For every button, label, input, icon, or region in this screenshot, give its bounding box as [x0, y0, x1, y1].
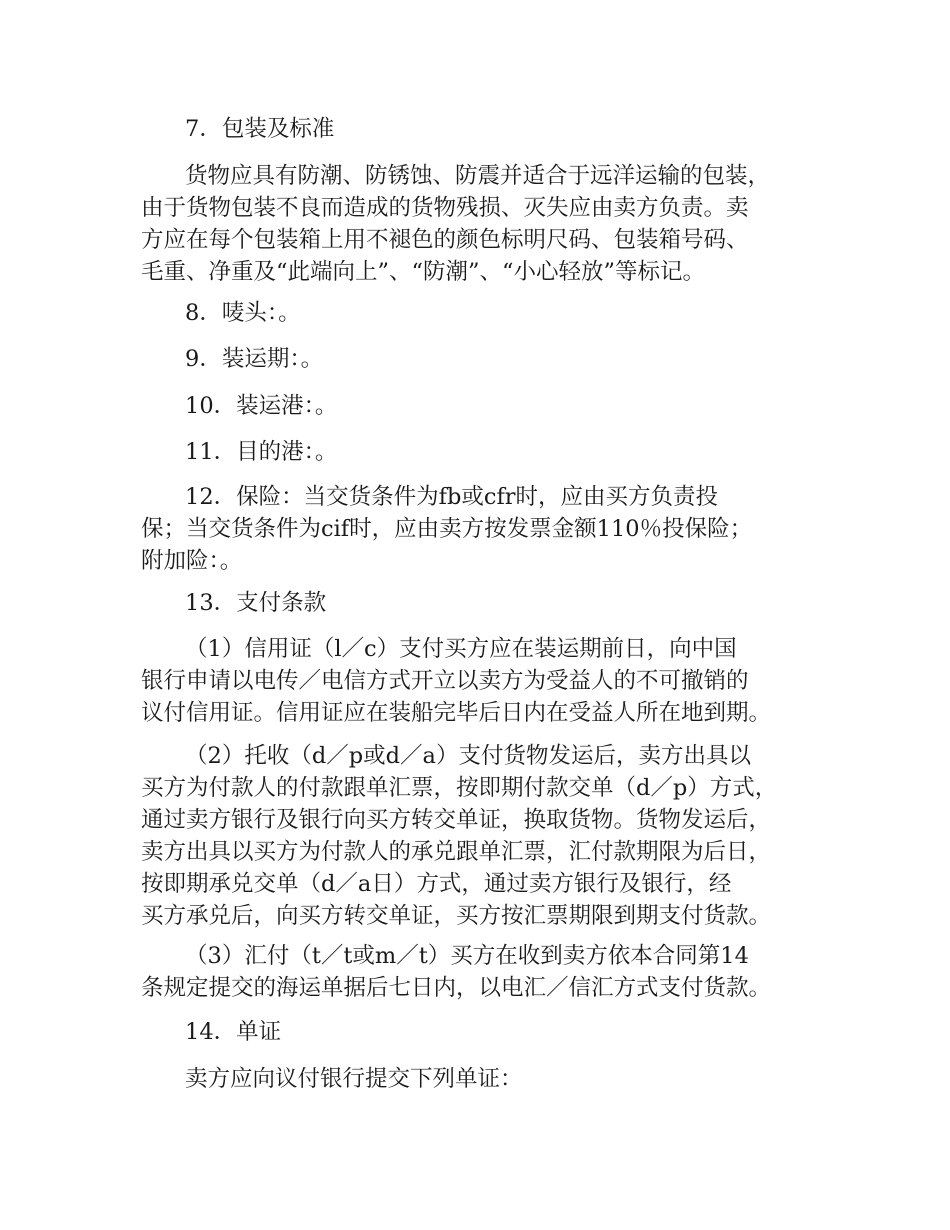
text-line: 卖方应向议付银行提交下列单证：	[185, 1066, 523, 1092]
text-line: （2）托收（d／p或d／a）支付货物发运后，卖方出具以	[185, 743, 751, 769]
text-line: 9．装运期：。	[185, 346, 324, 372]
text-line: 卖方出具以买方为付款人的承兑跟单汇票，汇付款期限为后日，	[141, 839, 772, 865]
text-line: 保；当交货条件为cif时，应由卖方按发票金额110％投保险；	[141, 516, 753, 542]
section-7-heading	[141, 113, 821, 145]
text-line: 货物应具有防潮、防锈蚀、防震并适合于远洋运输的包装，	[185, 163, 771, 189]
text-line: 方应在每个包装箱上用不褪色的颜色标明尺码、包装箱号码、	[141, 227, 749, 253]
text-line: 通过卖方银行及银行向买方转交单证，换取货物。货物发运后，	[141, 807, 772, 833]
section-7-body	[141, 160, 821, 288]
text-line: （1）信用证（l／c）支付买方应在装运期前日，向中国	[185, 636, 737, 662]
section-13-1	[141, 633, 821, 729]
text-line: 7．包装及标准	[185, 116, 335, 142]
text-line: 8．唛头：。	[185, 300, 301, 326]
text-line: 12．保险：当交货条件为fb或cfr时，应由买方负责投	[185, 484, 719, 510]
text-line: 由于货物包装不良而造成的货物残损、灭失应由卖方负责。卖	[141, 195, 749, 221]
text-line: 附加险：。	[141, 548, 243, 574]
section-13-heading	[141, 587, 821, 619]
section-14-heading	[141, 1016, 821, 1048]
text-line: 按即期承兑交单（d／a日）方式，通过卖方银行及银行，经	[141, 871, 732, 897]
text-line: （3）汇付（t／t或m／t）买方在收到卖方依本合同第14	[185, 943, 749, 969]
text-line: 买方承兑后，向买方转交单证，买方按汇票期限到期支付货款。	[141, 903, 772, 929]
text-line: 毛重、净重及“此端向上”、“防潮”、“小心轻放”等标记。	[141, 259, 706, 285]
section-8	[141, 297, 821, 329]
text-line: 14．单证	[185, 1019, 282, 1045]
section-9	[141, 343, 821, 375]
section-12	[141, 481, 821, 577]
text-line: 10．装运港：。	[185, 393, 338, 419]
section-14-body	[141, 1063, 821, 1095]
text-line: 买方为付款人的付款跟单汇票，按即期付款交单（d／p）方式，	[141, 775, 778, 801]
section-10	[141, 390, 821, 422]
text-line: 11．目的港：。	[185, 439, 338, 465]
text-line: 银行申请以电传／电信方式开立以卖方为受益人的不可撤销的	[141, 668, 749, 694]
text-line: 议付信用证。信用证应在装船完毕后日内在受益人所在地到期。	[141, 700, 772, 726]
text-line: 条规定提交的海运单据后七日内，以电汇／信汇方式支付货款。	[141, 975, 772, 1001]
text-line: 13．支付条款	[185, 590, 327, 616]
section-11	[141, 436, 821, 468]
section-13-3	[141, 940, 821, 1004]
section-13-2	[141, 740, 821, 932]
